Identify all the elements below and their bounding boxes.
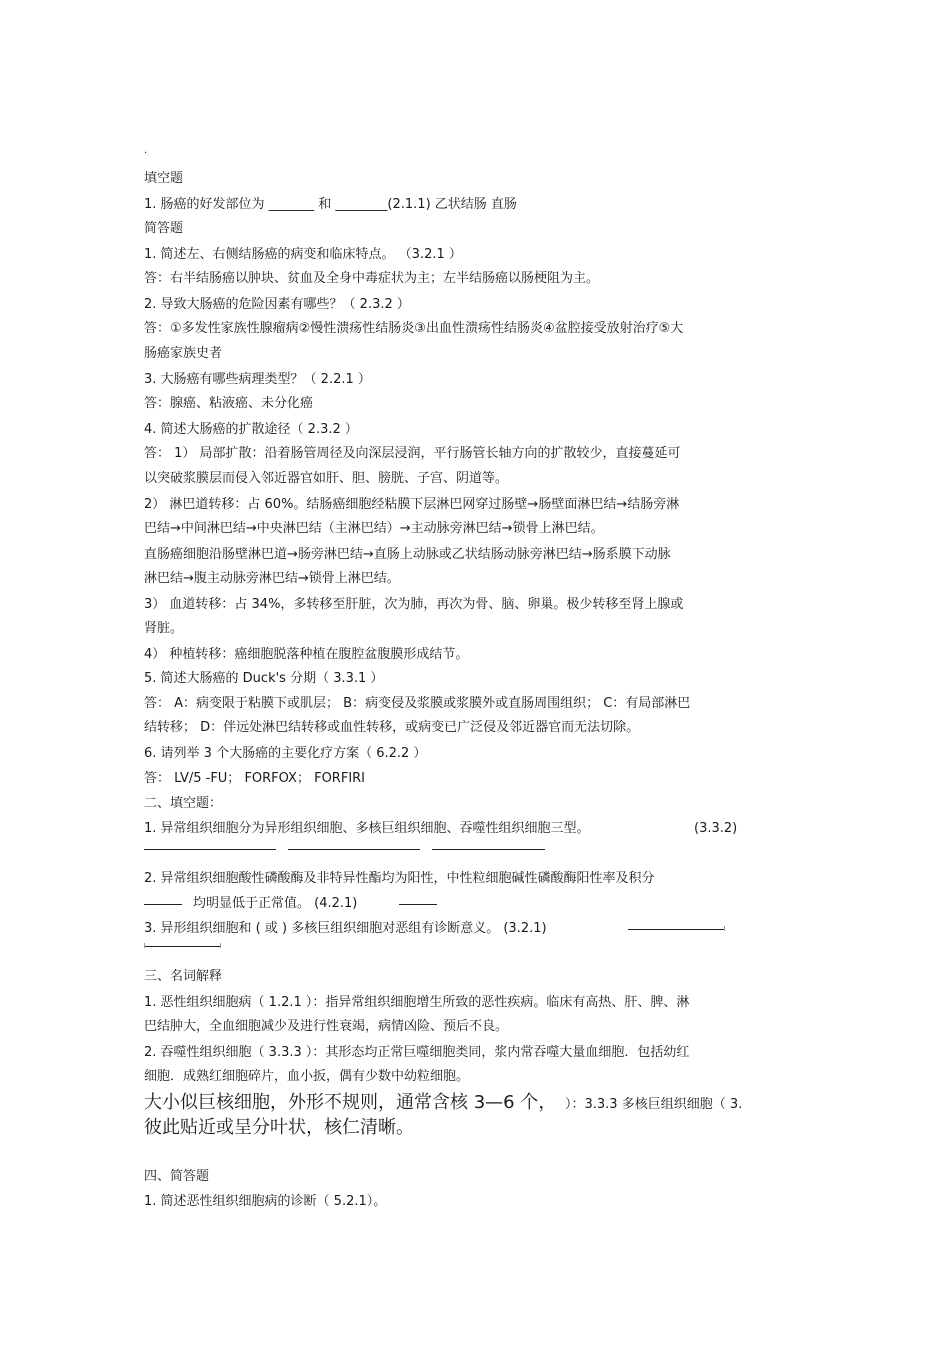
question-6: 6. 请列举 3 个大肠癌的主要化疗方案（ 6.2.2 ）: [144, 746, 427, 761]
answer-6: 答： LV/5 -FU； FORFOX； FORFIRI: [144, 771, 366, 786]
question-5: 5. 简述大肠癌的 Duck's 分期（ 3.3.1 ）: [144, 671, 384, 686]
section-title-short: 简答题: [144, 221, 184, 236]
answer-blank: [144, 849, 276, 850]
question-3: 3. 大肠癌有哪些病理类型？（ 2.2.1 ）: [144, 372, 371, 387]
term-3-large-text: 大小似巨核细胞，外形不规则，通常含核 3—6 个，: [144, 1092, 557, 1113]
answer-4-line-8: 肾脏。: [144, 621, 184, 636]
answer-4-line-3: 2） 淋巴道转移：占 60%。结肠癌细胞经粘膜下层淋巴网穿过肠壁→肠壁面淋巴结→结肠旁淋: [144, 497, 680, 512]
answer-blank: [399, 904, 437, 905]
blank-tick: [724, 926, 725, 931]
fill-2-question-1-ref: (3.3.2): [694, 821, 738, 836]
fill-2-question-2-line-2: 均明显低于正常值。 (4.2.1): [193, 896, 358, 911]
answer-4-line-1: 答： 1） 局部扩散：沿着肠管周径及向深层浸润，平行肠管长轴方向的扩散较少，直接蔓延可: [144, 446, 681, 461]
blank-tick: [220, 943, 221, 948]
answer-5-line-1: 答： A：病变限于粘膜下或肌层； B：病变侵及浆膜或浆膜外或直肠周围组织； C：有局部淋巴: [144, 696, 691, 711]
answer-4-line-5: 直肠癌细胞沿肠壁淋巴道→肠旁淋巴结→直肠上动脉或乙状结肠动脉旁淋巴结→肠系膜下动脉: [144, 547, 671, 562]
fill-2-question-1: 1. 异常组织细胞分为异形组织细胞、多核巨组织细胞、吞噬性组织细胞三型。: [144, 821, 590, 836]
answer-4-line-9: 4） 种植转移：癌细胞脱落种植在腹腔盆腹膜形成结节。: [144, 647, 469, 662]
answer-2-line-2: 肠癌家族史者: [144, 346, 223, 361]
answer-blank: [288, 849, 420, 850]
section-title-terms: 三、名词解释: [144, 969, 223, 984]
term-1-line-2: 巴结肿大，全血细胞减少及进行性衰竭，病情凶险、预后不良。: [144, 1019, 509, 1034]
answer-blank: [144, 904, 182, 905]
blank-tick: [144, 943, 145, 948]
answer-5-line-2: 结转移； D：伴远处淋巴结转移或血性转移，或病变已广泛侵及邻近器官而无法切除。: [144, 720, 640, 735]
term-2-line-2: 细胞．成熟红细胞碎片，血小扳，偶有少数中幼粒细胞。: [144, 1069, 470, 1084]
term-3-line-1-small: ）：3.3.3 多核巨组织细胞（ 3.: [565, 1097, 743, 1112]
answer-4-line-6: 淋巴结→腹主动脉旁淋巴结→锁骨上淋巴结。: [144, 571, 400, 586]
term-3-large-text-2: 彼此贴近或呈分叶状，核仁清晰。: [144, 1117, 414, 1138]
section-title-fill: 填空题: [144, 171, 184, 186]
answer-3: 答：腺癌、粘液癌、未分化癌: [144, 396, 314, 411]
short-2-question-1: 1. 简述恶性组织细胞病的诊断（ 5.2.1）。: [144, 1194, 387, 1209]
term-1-line-1: 1. 恶性组织细胞病（ 1.2.1 ）：指异常组织细胞增生所致的恶性疾病。临床有高热、肝、脾、淋: [144, 995, 690, 1010]
fill-question-1: 1. 肠癌的好发部位为 _______ 和 ________(2.1.1) 乙状结肠 直肠: [144, 197, 517, 212]
question-1: 1. 简述左、右侧结肠癌的病变和临床特点。 （3.2.1 ）: [144, 247, 462, 262]
answer-2-line-1: 答：①多发性家族性腺瘤病②慢性溃疡性结肠炎③出血性溃疡性结肠炎④盆腔接受放射治疗⑤大: [144, 321, 684, 336]
answer-blank: [144, 946, 220, 947]
fill-2-question-3: 3. 异形组织细胞和 ( 或 ) 多核巨组织细胞对恶组有诊断意义。 (3.2.1): [144, 921, 547, 936]
fill-2-question-2: 2. 异常组织细胞酸性磷酸酶及非特异性酯均为阳性，中性粒细胞碱性磷酸酶阳性率及积分: [144, 871, 655, 886]
term-2-line-1: 2. 吞噬性组织细胞（ 3.3.3 ）：其形态均正常巨噬细胞类同，浆内常吞噬大量血细胞．包括幼红: [144, 1045, 690, 1060]
answer-1: 答：右半结肠癌以肿块、贫血及全身中毒症状为主；左半结肠癌以肠梗阻为主。: [144, 271, 600, 286]
answer-4-line-2: 以突破浆膜层而侵入邻近器官如肝、胆、膀胱、子宫、阴道等。: [144, 471, 509, 486]
answer-blank: [432, 849, 545, 850]
answer-blank: [628, 929, 724, 930]
answer-4-line-4: 巴结→中间淋巴结→中央淋巴结（主淋巴结）→主动脉旁淋巴结→锁骨上淋巴结。: [144, 521, 604, 536]
question-4: 4. 简述大肠癌的扩散途径（ 2.3.2 ）: [144, 422, 358, 437]
page-dot: ·: [144, 148, 148, 159]
section-title-fill-2: 二、填空题：: [144, 796, 223, 811]
answer-4-line-7: 3） 血道转移：占 34%，多转移至肝脏，次为肺，再次为骨、脑、卵巢。极少转移至肾上腺或: [144, 597, 684, 612]
question-2: 2. 导致大肠癌的危险因素有哪些？（ 2.3.2 ）: [144, 297, 410, 312]
section-title-short-2: 四、简答题: [144, 1169, 210, 1184]
